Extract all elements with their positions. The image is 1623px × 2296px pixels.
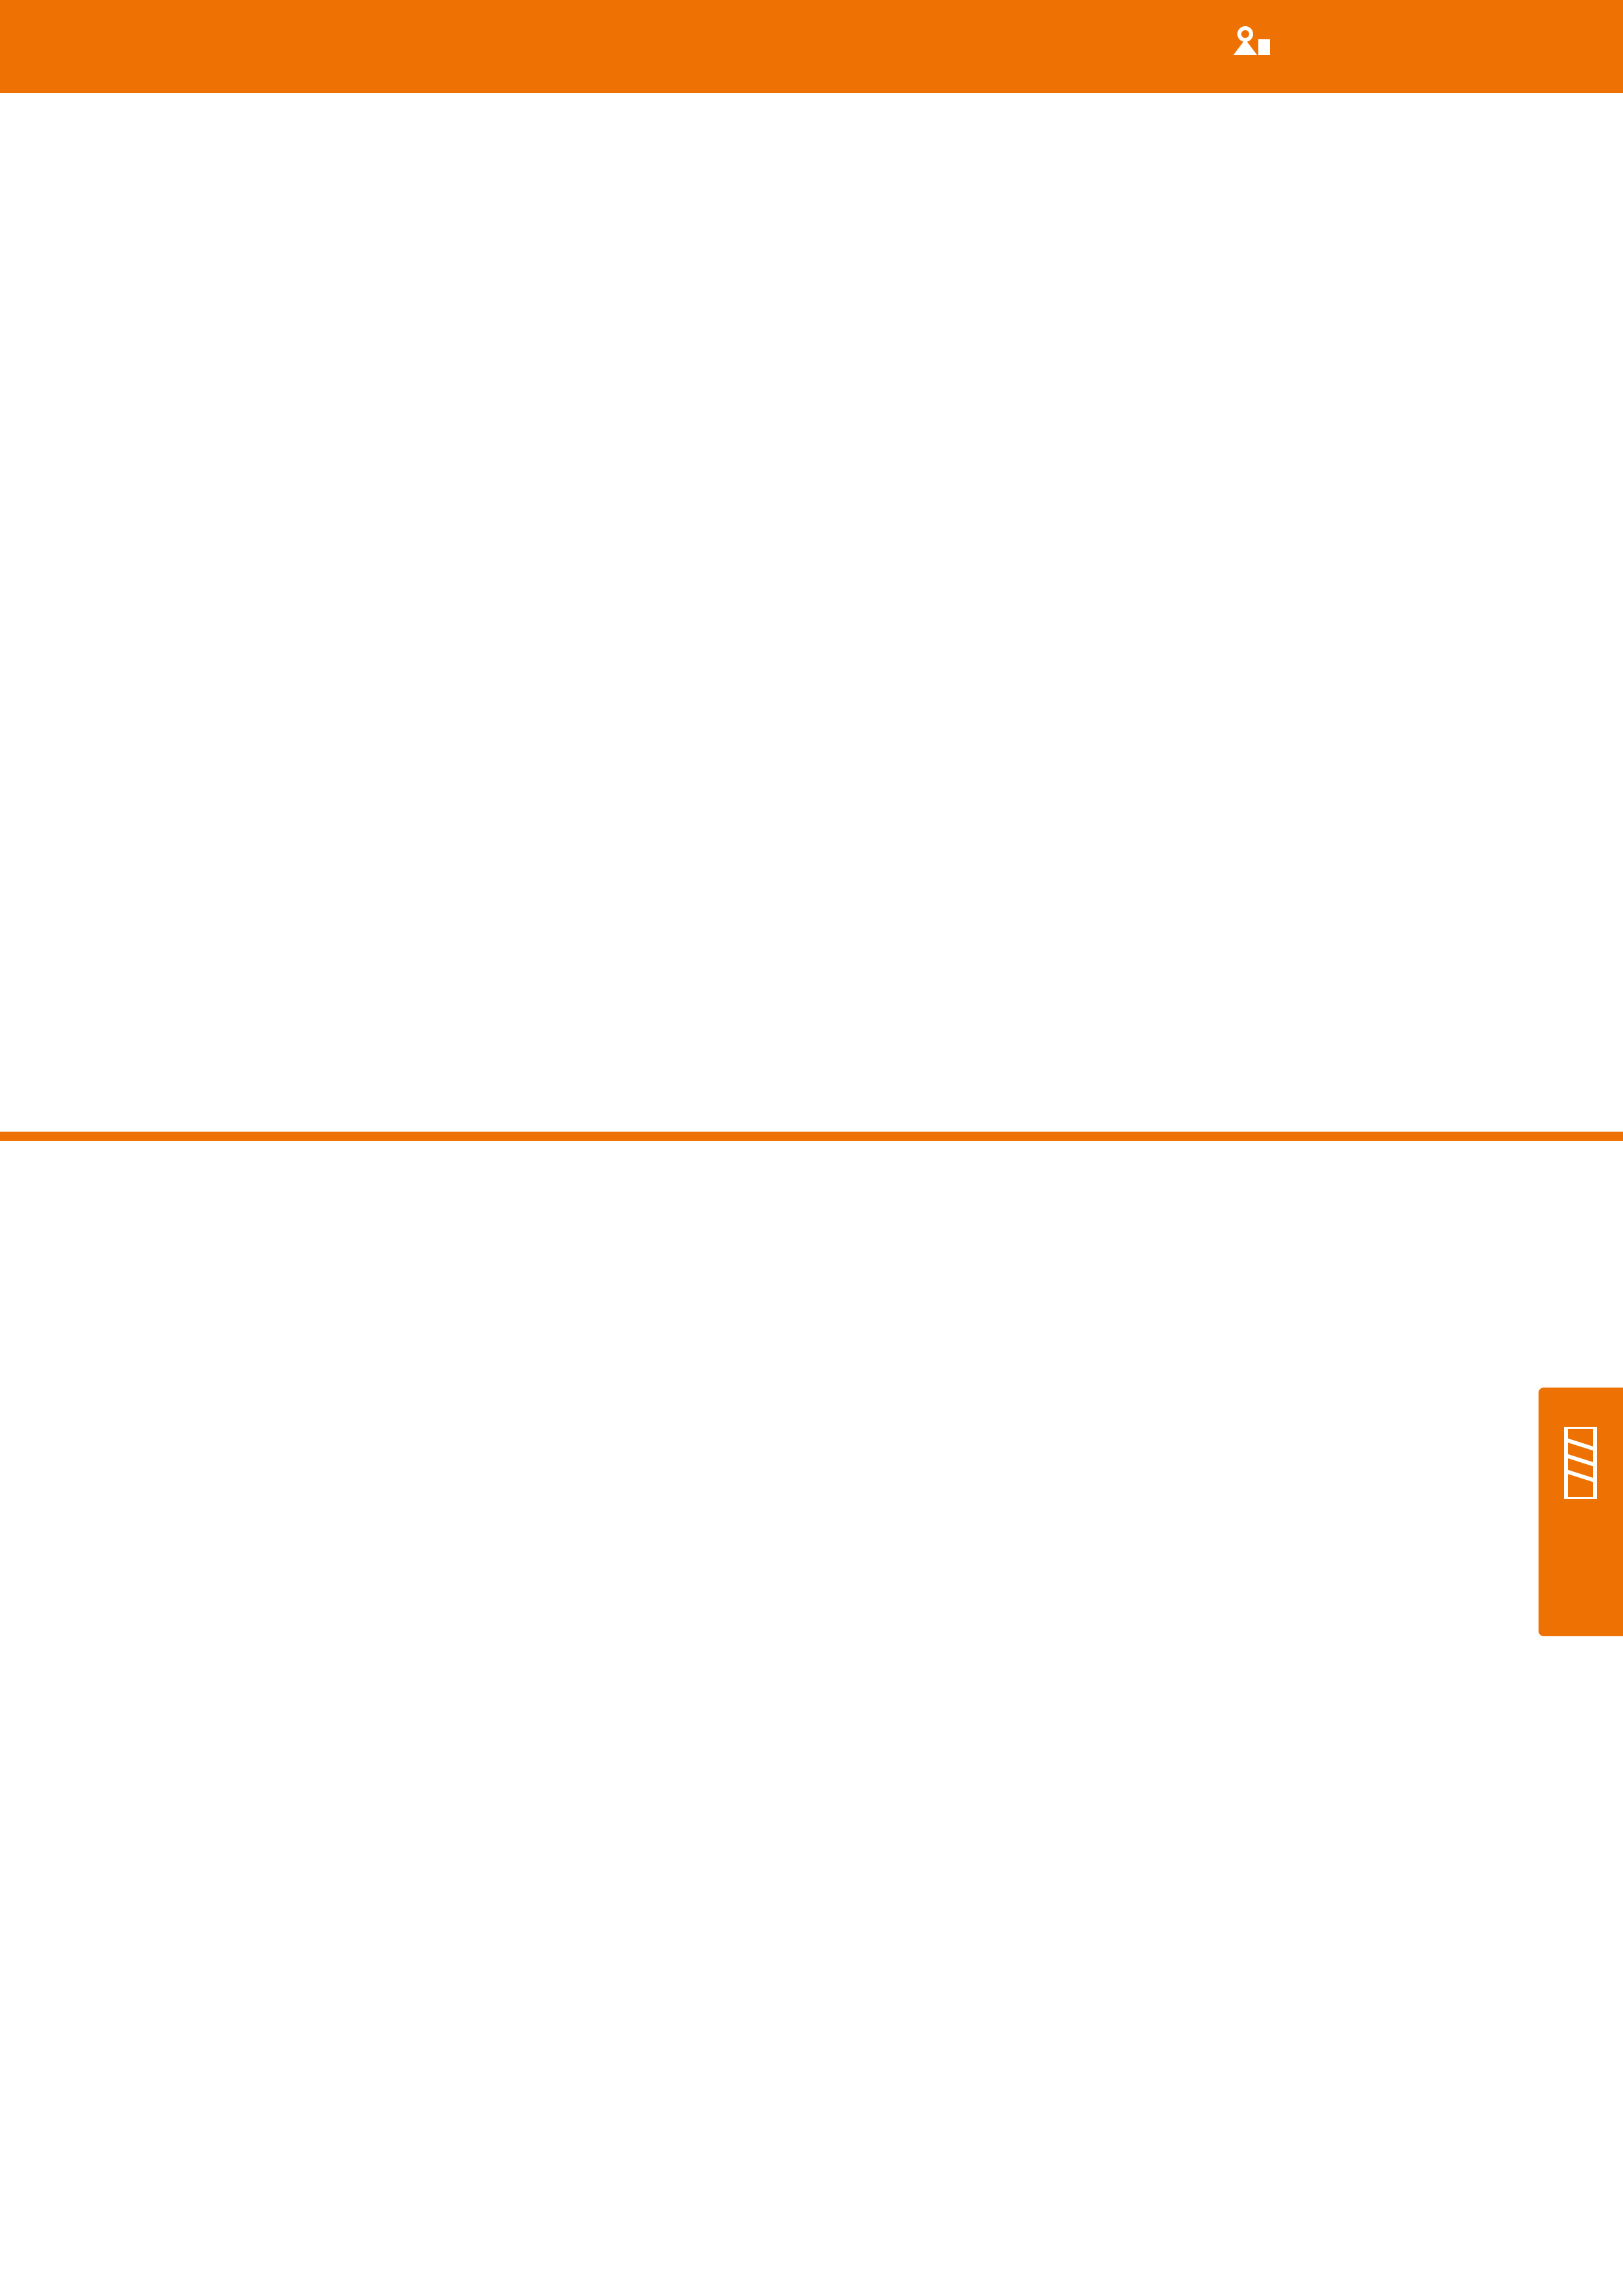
- tap-icon: [1562, 1427, 1599, 1499]
- chapter-tab[interactable]: [1539, 1388, 1623, 1636]
- header-bar: [0, 0, 1623, 93]
- hoffmann-logo-icon: [1231, 25, 1273, 58]
- section-separator: [0, 1132, 1623, 1141]
